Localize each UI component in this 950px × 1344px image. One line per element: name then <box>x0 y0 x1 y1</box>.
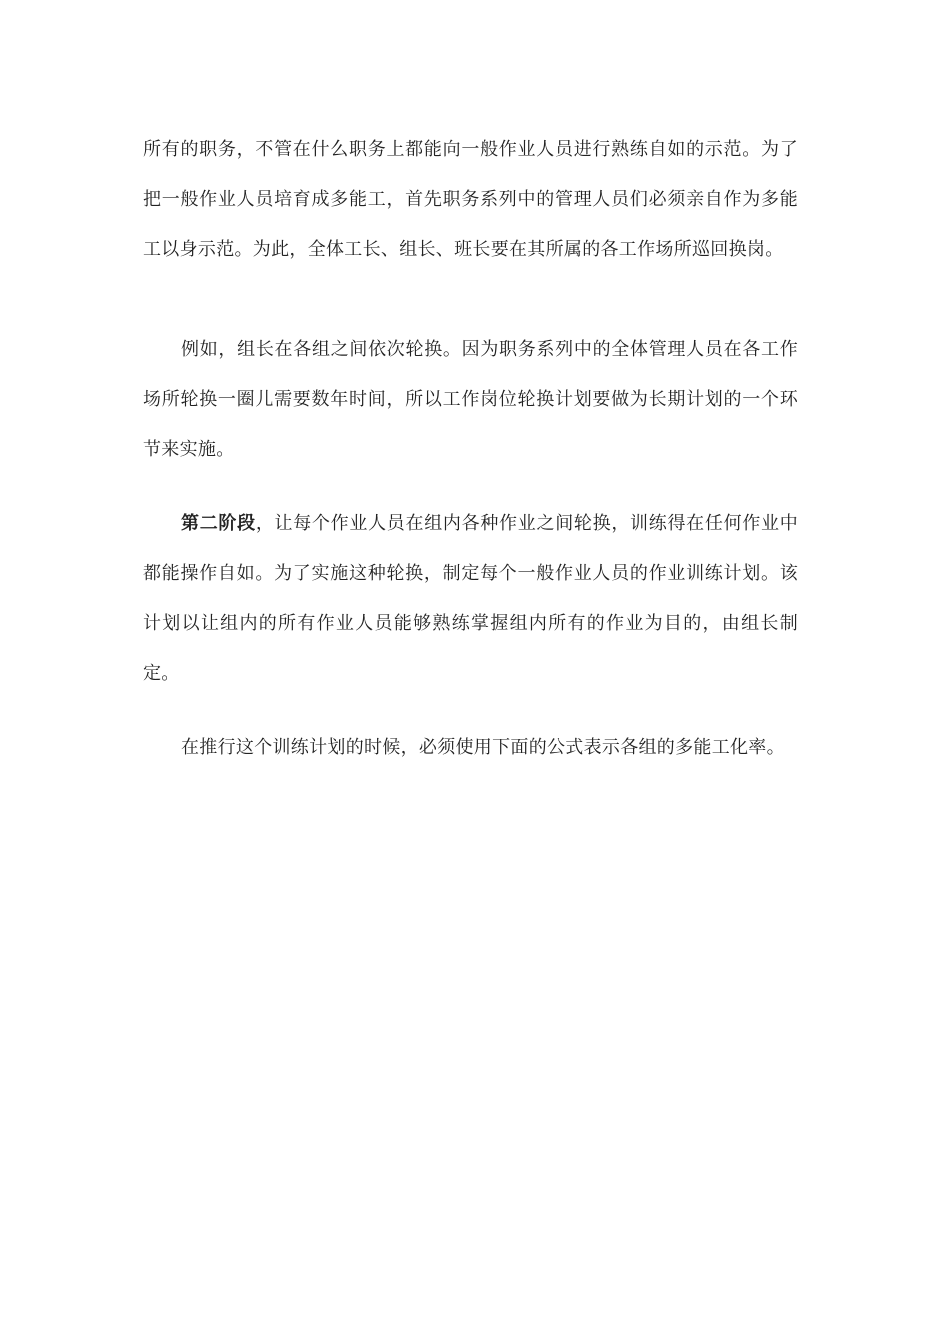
paragraph-body <box>143 499 798 699</box>
paragraph-text: 例如，组长在各组之间依次轮换。因为职务系列中的全体管理人员在各工作场所轮换一圈儿需要数年时间，所以工作岗位轮换计划要做为长期计划的一个环节来实施。 <box>143 339 798 460</box>
paragraph-job-demonstration <box>143 125 798 275</box>
paragraph-text: 所有的职务，不管在什么职务上都能向一般作业人员进行熟练自如的示范。为了把一般作业人员培育成多能工，首先职务系列中的管理人员们必须亲自作为多能工以身示范。为此，全体工长、组长、班长要在其所属的各工作场所巡回换岗。 <box>143 139 798 260</box>
stage-heading: 第二阶段 <box>181 513 256 534</box>
paragraph-leader-rotation <box>143 325 798 475</box>
paragraph-text: 在推行这个训练计划的时候，必须使用下面的公式表示各组的多能工化率。 <box>181 737 785 758</box>
paragraph-text: ，让每个作业人员在组内各种作业之间轮换，训练得在任何作业中都能操作自如。为了实施这种轮换，制定每个一般作业人员的作业训练计划。该计划以让组内的所有作业人员能够熟练掌握组内所有的作业为目的，由组长制定。 <box>143 513 798 684</box>
paragraph-second-stage <box>143 499 798 699</box>
paragraph-formula-intro <box>143 723 798 773</box>
